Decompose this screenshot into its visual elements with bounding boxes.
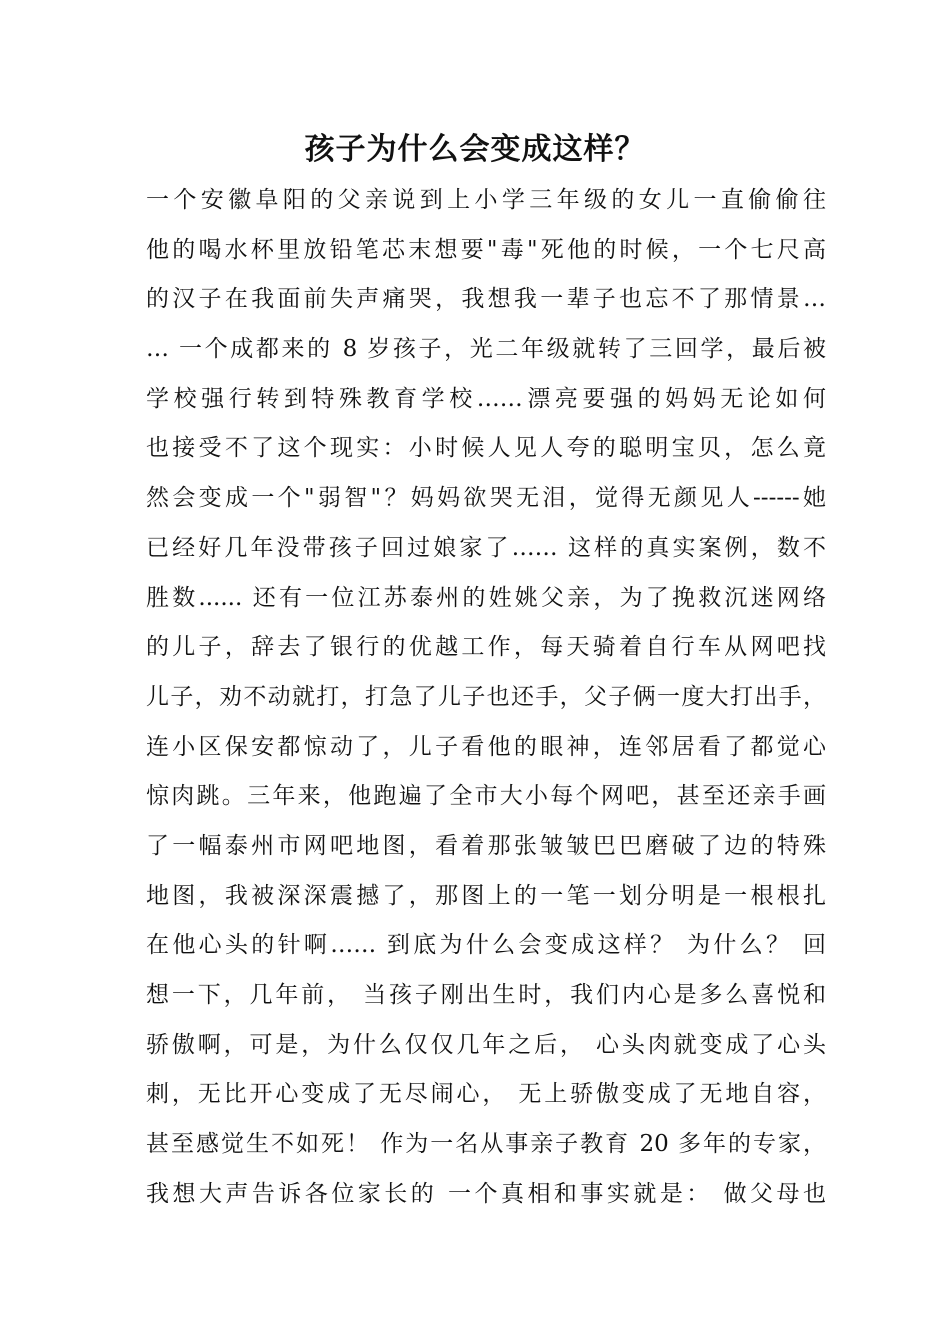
- document-body: [146, 176, 826, 1219]
- body-line: 了一幅泰州市网吧地图，看着那张皱皱巴巴磨破了边的特殊: [146, 832, 826, 859]
- body-line: 想一下，几年前， 当孩子刚出生时，我们内心是多么喜悦和: [146, 982, 826, 1008]
- body-line: 也接受不了这个现实：小时候人见人夸的聪明宝贝，怎么竟: [146, 435, 826, 462]
- body-line: 已经好几年没带孩子回过娘家了…… 这样的真实案例，数不: [146, 534, 826, 561]
- body-line: 的汉子在我面前失声痛哭，我想我一辈子也忘不了那情景…: [146, 286, 826, 313]
- body-line: 刺，无比开心变成了无尽闹心， 无上骄傲变成了无地自容，: [146, 1081, 826, 1108]
- body-line: 他的喝水杯里放铅笔芯末想要"毒"死他的时候，一个七尺高: [146, 236, 826, 263]
- body-line: 惊肉跳。三年来，他跑遍了全市大小每个网吧，甚至还亲手画: [146, 783, 826, 810]
- body-line: 儿子，劝不动就打，打急了儿子也还手，父子俩一度大打出手，: [146, 683, 826, 710]
- body-line: 学校强行转到特殊教育学校……漂亮要强的妈妈无论如何: [146, 385, 826, 412]
- body-line: 我想大声告诉各位家长的 一个真相和事实就是： 做父母也: [146, 1180, 826, 1207]
- body-line: 然会变成一个"弱智"？妈妈欲哭无泪，觉得无颜见人------她: [146, 485, 826, 512]
- body-line: 骄傲啊，可是，为什么仅仅几年之后， 心头肉就变成了心头: [146, 1031, 826, 1058]
- body-line: 在他心头的针啊…… 到底为什么会变成这样？ 为什么？ 回: [146, 932, 826, 959]
- body-line: 地图，我被深深震撼了，那图上的一笔一划分明是一根根扎: [146, 882, 826, 909]
- body-line: 连小区保安都惊动了，儿子看他的眼神，连邻居看了都觉心: [146, 733, 826, 760]
- body-line: 甚至感觉生不如死！ 作为一名从事亲子教育 20 多年的专家，: [146, 1131, 826, 1158]
- body-line: 胜数...... 还有一位江苏泰州的姓姚父亲，为了挽救沉迷网络: [146, 584, 826, 611]
- body-line: … 一个成都来的 8 岁孩子，光二年级就转了三回学，最后被: [146, 336, 826, 363]
- document-title: 孩子为什么会变成这样？: [304, 132, 646, 167]
- body-line: 的儿子，辞去了银行的优越工作，每天骑着自行车从网吧找: [146, 634, 826, 661]
- body-line: 一个安徽阜阳的父亲说到上小学三年级的女儿一直偷偷往: [146, 187, 826, 213]
